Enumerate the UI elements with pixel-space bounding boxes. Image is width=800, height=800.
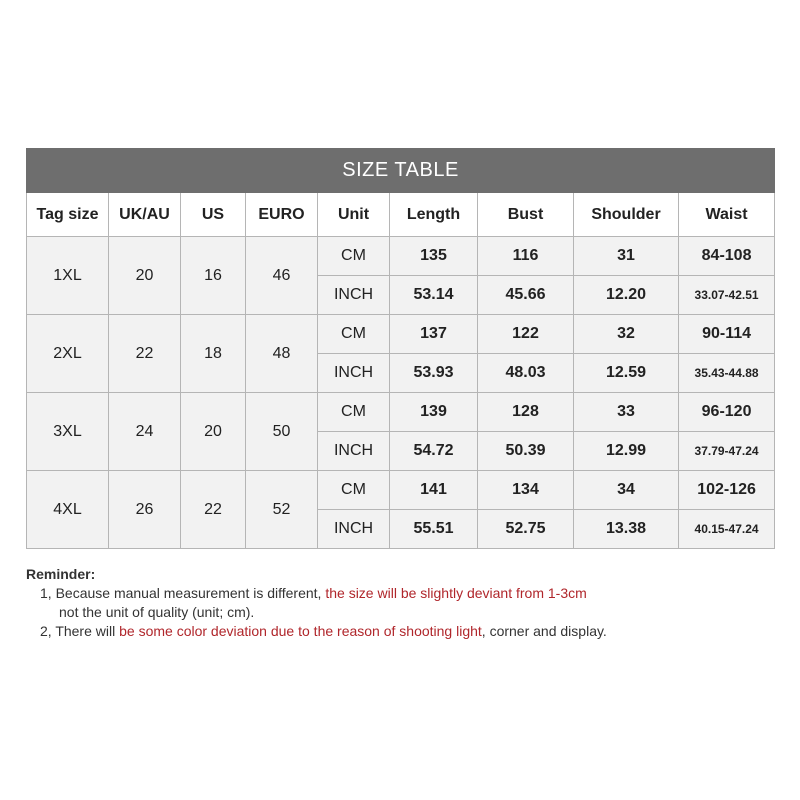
- shoulder-cell: 34: [574, 471, 679, 510]
- reminder-line-1-text: 1, Because manual measurement is different,: [40, 585, 326, 601]
- size-table: [26, 148, 775, 549]
- bust-cell: 128: [478, 393, 574, 432]
- reminder-note: [26, 565, 774, 641]
- header-euro: EURO: [246, 193, 318, 237]
- header-bust: Bust: [478, 193, 574, 237]
- unit-cell: CM: [318, 315, 390, 354]
- waist-cell: 84-108: [679, 237, 775, 276]
- shoulder-cell: 33: [574, 393, 679, 432]
- euro-cell: 52: [246, 471, 318, 549]
- bust-cell: 52.75: [478, 510, 574, 549]
- reminder-line-1-continuation: not the unit of quality (unit; cm).: [59, 604, 255, 620]
- tag-size-cell: 2XL: [27, 315, 109, 393]
- uk-au-cell: 22: [109, 315, 181, 393]
- tag-size-cell: 3XL: [27, 393, 109, 471]
- unit-cell: CM: [318, 471, 390, 510]
- unit-cell: CM: [318, 393, 390, 432]
- bust-cell: 45.66: [478, 276, 574, 315]
- euro-cell: 46: [246, 237, 318, 315]
- uk-au-cell: 26: [109, 471, 181, 549]
- shoulder-cell: 32: [574, 315, 679, 354]
- length-cell: 135: [390, 237, 478, 276]
- bust-cell: 116: [478, 237, 574, 276]
- waist-cell: 90-114: [679, 315, 775, 354]
- header-shoulder: Shoulder: [574, 193, 679, 237]
- shoulder-cell: 12.20: [574, 276, 679, 315]
- reminder-line-1-highlight: the size will be slightly deviant from 1-3cm: [325, 585, 587, 601]
- waist-cell: 33.07-42.51: [679, 276, 775, 315]
- waist-cell: 102-126: [679, 471, 775, 510]
- length-cell: 55.51: [390, 510, 478, 549]
- uk-au-cell: 20: [109, 237, 181, 315]
- unit-cell: INCH: [318, 354, 390, 393]
- euro-cell: 50: [246, 393, 318, 471]
- reminder-line-2: [26, 622, 774, 641]
- header-us: US: [181, 193, 246, 237]
- tag-size-cell: 1XL: [27, 237, 109, 315]
- length-cell: 53.93: [390, 354, 478, 393]
- table-row: [27, 237, 775, 276]
- bust-cell: 48.03: [478, 354, 574, 393]
- us-cell: 18: [181, 315, 246, 393]
- table-row: [27, 315, 775, 354]
- reminder-line-2-text: 2, There will: [40, 623, 120, 639]
- header-length: Length: [390, 193, 478, 237]
- length-cell: 53.14: [390, 276, 478, 315]
- header-uk-au: UK/AU: [109, 193, 181, 237]
- reminder-line-2-suffix: , corner and display.: [481, 623, 607, 639]
- header-unit: Unit: [318, 193, 390, 237]
- us-cell: 16: [181, 237, 246, 315]
- table-row: [27, 471, 775, 510]
- bust-cell: 122: [478, 315, 574, 354]
- header-waist: Waist: [679, 193, 775, 237]
- header-tag-size: Tag size: [27, 193, 109, 237]
- reminder-title: Reminder:: [26, 566, 96, 582]
- reminder-line-1: [26, 584, 774, 603]
- unit-cell: INCH: [318, 510, 390, 549]
- length-cell: 54.72: [390, 432, 478, 471]
- waist-cell: 96-120: [679, 393, 775, 432]
- shoulder-cell: 12.59: [574, 354, 679, 393]
- euro-cell: 48: [246, 315, 318, 393]
- length-cell: 139: [390, 393, 478, 432]
- length-cell: 137: [390, 315, 478, 354]
- waist-cell: 35.43-44.88: [679, 354, 775, 393]
- waist-cell: 40.15-47.24: [679, 510, 775, 549]
- bust-cell: 134: [478, 471, 574, 510]
- shoulder-cell: 13.38: [574, 510, 679, 549]
- unit-cell: INCH: [318, 432, 390, 471]
- tag-size-cell: 4XL: [27, 471, 109, 549]
- table-title: SIZE TABLE: [27, 149, 775, 193]
- uk-au-cell: 24: [109, 393, 181, 471]
- reminder-line-2-highlight: be some color deviation due to the reason of shooting light: [119, 623, 482, 639]
- unit-cell: CM: [318, 237, 390, 276]
- bust-cell: 50.39: [478, 432, 574, 471]
- waist-cell: 37.79-47.24: [679, 432, 775, 471]
- us-cell: 22: [181, 471, 246, 549]
- shoulder-cell: 12.99: [574, 432, 679, 471]
- length-cell: 141: [390, 471, 478, 510]
- unit-cell: INCH: [318, 276, 390, 315]
- us-cell: 20: [181, 393, 246, 471]
- shoulder-cell: 31: [574, 237, 679, 276]
- table-row: [27, 393, 775, 432]
